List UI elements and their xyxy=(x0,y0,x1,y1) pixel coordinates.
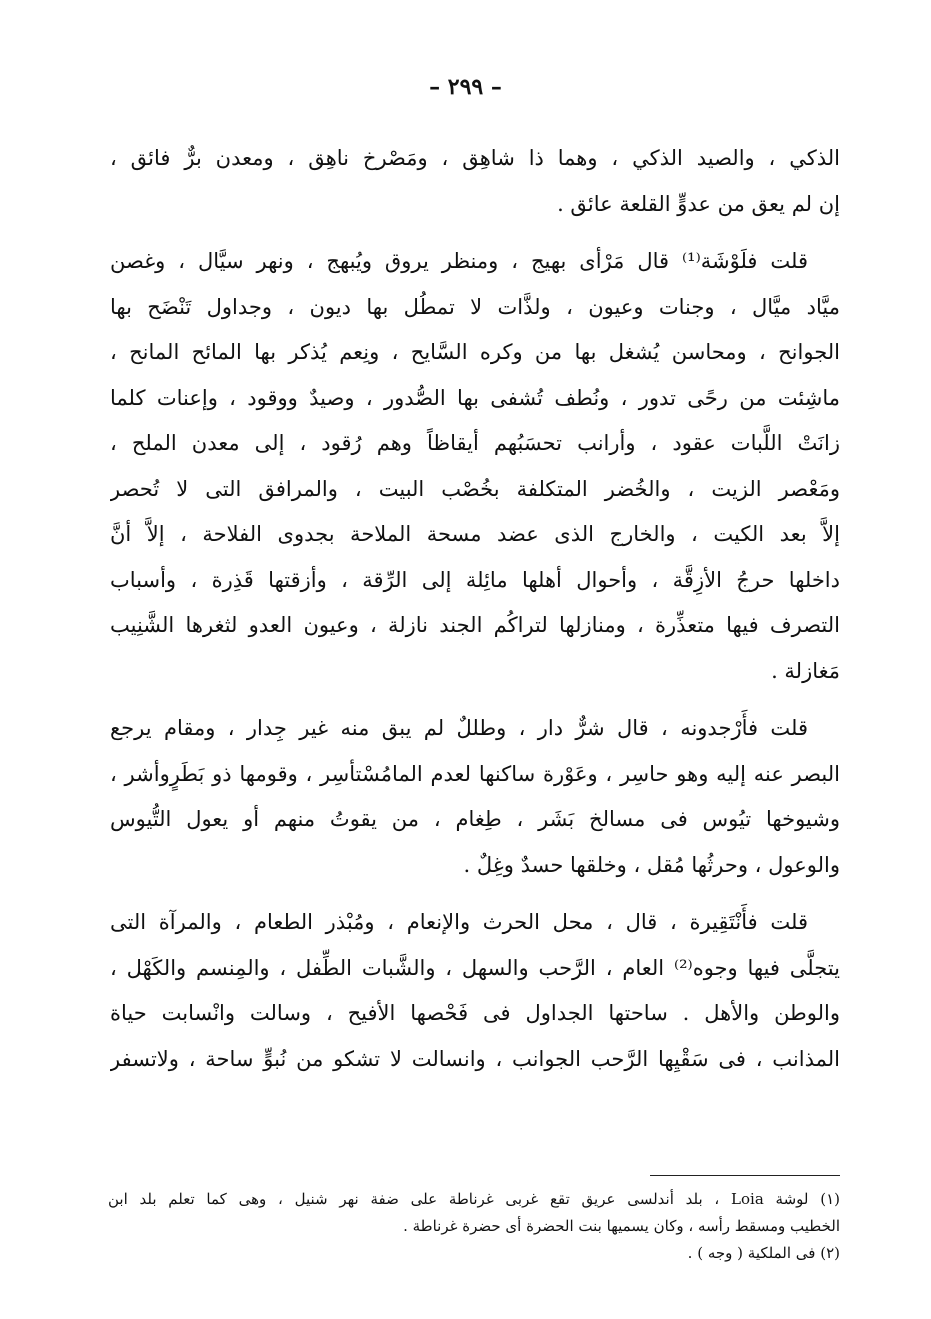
text-line: والوطن والأهل . ساحتها الجداول فى فَحْصها الأفيح ، وسالت وانْسابت حياة xyxy=(110,1001,840,1025)
text-line: ومَعْصر الزيت ، والخُضر المتكلفة بخُصْب البيت ، والمرافق التى لا تُحصر xyxy=(110,476,840,501)
text-line: البصر عنه إليه وهو حاسِر ، وعَوْرة ساكنها لعدم المامُسْتأسِر ، وقومها ذو بَطَرٍوأشر ، xyxy=(110,761,840,786)
page-number: – ٢٩٩ – xyxy=(429,74,502,100)
text-line: وشيوخها تيُوس فى مسالخ بَشَر ، طِغام ، من يقوتُ منهم أو يعول التُّيوس xyxy=(110,807,840,831)
text-line: ماشِئت من رحًى تدور ، ونُطف تُشفى بها الصُّدور ، وصيدٌ ووقود ، وإعنات كلما xyxy=(110,385,840,410)
footnotes xyxy=(108,1186,840,1267)
paragraph-1 xyxy=(110,136,840,227)
main-text xyxy=(110,136,840,1094)
text-line: والوعول ، وحرثُها مُقل ، وخلقها حسدٌ وغِلٌ . xyxy=(463,852,840,877)
text-line: إلاَّ بعد الكيت ، والخارج الذى عضد مسحة الملاحة بجدوى الفلاحة ، إلاَّ أنَّ xyxy=(110,522,840,546)
paragraph-4 xyxy=(110,900,840,1082)
text-line: داخلها حرجُ الأزِقَّة ، وأحوال أهلها مائِلة إلى الرِّقة ، وأزقتها قَذِرة ، وأسباب xyxy=(110,567,840,592)
text-line: مَغازلة . xyxy=(771,658,840,683)
text-line: إن لم يعق من عدوٍّ القلعة عائق . xyxy=(557,191,840,216)
text-line: قلت فأَرْجدونه ، قال شرٌّ دار ، وطللٌ لم يبق منه غير جِدار ، ومقام يرجع xyxy=(110,716,808,740)
paragraph-3 xyxy=(110,706,840,888)
text-line: المذانب ، فى سَقْيِها الرَّحب الجوانب ، وانسالت لا تشكو من نُبوٍّ ساحة ، ولاتسفر xyxy=(110,1046,840,1071)
footnote-1-line: الخطيب ومسقط رأسه ، وكان يسميها بنت الحضرة أى حضرة غرناطة . xyxy=(403,1217,840,1235)
text-line: زانَتْ اللَّبات عقود ، وأرانب تحسَبُهم أيقاظاً وهم رُقود ، إلى معدن الملح ، xyxy=(110,431,840,455)
footnote-1-line: (١) لوشة Loia ، بلد أندلسى عريق تقع غربى غرناطة على ضفة نهر شنيل ، وهى كما تعلم بلد ابن xyxy=(108,1190,840,1208)
text-line: الذكي ، والصيد الذكي ، وهما ذا شاهِق ، ومَصْرخ ناهِق ، ومعدن برٌّ فائق ، xyxy=(110,146,840,170)
text-line: الجوانح ، ومحاسن يُشغل بها من وكره السَّايح ، ونِعم يُذكر بها المائح المانح ، xyxy=(110,340,840,364)
footnote-2-line: (٢) فى الملكية ( وجه ) . xyxy=(687,1244,840,1262)
text-line: التصرف فيها متعذِّرة ، ومنازلها لتراكُم الجند نازلة ، وعيون العدو لثغرها الشَّنِيب xyxy=(110,613,840,637)
text-line: قلت فأَنْتَقِيرة ، قال ، محل الحرث والإنعام ، ومُبْذر الطعام ، والمرآة التى xyxy=(110,910,808,934)
footnote-divider xyxy=(650,1175,840,1176)
text-line: قلت فلَوْشَة⁽¹⁾ قال مَرْأى بهيج ، ومنظر يروق ويُبهج ، ونهر سيَّال ، وغصن xyxy=(110,249,808,273)
text-line: ميَّاد ميَّال ، وجنات وعيون ، ولذَّات لا تمطُل بها ديون ، وجداول تَنْضَح بها xyxy=(110,294,840,319)
paragraph-2 xyxy=(110,239,840,694)
text-line: يتجلَّى فيها وجوه⁽²⁾ العام ، الرَّحب والسهل ، والشَّبات الطِّفل ، والمِنسم والكَهْل ، xyxy=(110,955,840,980)
